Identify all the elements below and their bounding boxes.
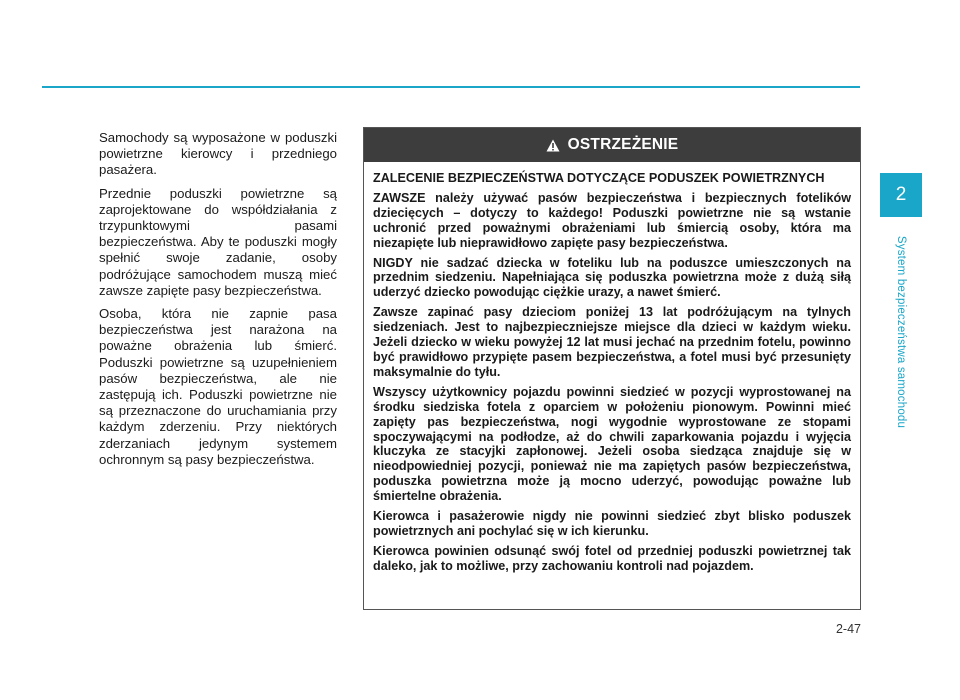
page-number: 2-47 <box>835 622 861 636</box>
warning-paragraph: Kierowca powinien odsunąć swój fotel od przedniej poduszki powietrznej tak daleko, jak to możliwe, przy zachowaniu kontroli nad pojazdem. <box>373 543 851 573</box>
warning-paragraph: Kierowca i pasażerowie nigdy nie powinni siedzieć zbyt blisko poduszek powietrznych ani pochylać się w ich kierunku. <box>373 509 851 538</box>
warning-paragraph: Wszyscy użytkownicy pojazdu powinni siedzieć w pozycji wyprostowanej na środku siedziska fotela z oparciem w położeniu pionowym. Powinni mieć zapięty pas bezpieczeństwa, nogi wygodnie wyprostowane ze stopami spoczywającymi na podłodze, aż do chwili zaparkowania pojazdu i wyjęcia kluczyka ze stacyjki zapłonowej. Jeżeli osoba siedząca znajduje się w nieodpowiedniej pozycji, ponieważ nie ma zapiętych pasów bezpieczeństwa, poduszka powietrzna może ją mocno uderzyć, powodując poważne lub śmiertelne obrażenia. <box>373 384 851 504</box>
intro-paragraph: Przednie poduszki powietrzne są zaprojektowane do współdziałania z trzypunktowymi pasami bezpieczeństwa. Aby te poduszki mogły spełnić swoje zadanie, osoby podróżujące samochodem muszą mieć zawsze zapięte pasy bezpieczeństwa. <box>99 185 337 298</box>
chapter-title-vertical: System bezpieczeństwa samochodu <box>895 235 907 429</box>
warning-box <box>363 127 861 610</box>
warning-heading: ZALECENIE BEZPIECZEŃSTWA DOTYCZĄCE PODUSZEK POWIETRZNYCH <box>373 171 825 185</box>
warning-header <box>364 128 860 162</box>
warning-paragraph: NIGDY nie sadzać dziecka w foteliku lub na poduszce umieszczonych na przednim siedzeniu. Napełniająca się poduszka powietrzna może z dużą siłą uderzyć dziecko powodując ciężkie urazy, a nawet śmierć. <box>373 255 851 300</box>
warning-paragraph: ZAWSZE należy używać pasów bezpieczeństwa i bezpiecznych fotelików dziecięcych – dotyczy to każdego! Poduszki powietrzne nie są wstanie uchronić przed poważnymi obrażeniami lub śmiercią osoby, która ma niezapięte lub nieprawidłowo zapięte pasy bezpieczeństwa. <box>373 190 851 250</box>
intro-paragraph: Osoba, która nie zapnie pasa bezpieczeństwa jest narażona na poważne obrażenia lub śmierć. Poduszki powietrzne są uzupełnieniem pasów bezpieczeństwa, ale nie zastępują ich. Poduszki powietrzne nie są przeznaczone do uruchamiania przy każdym zderzeniu. Przy niektórych zderzaniach jedynym systemem ochronnym są pasy bezpieczeństwa. <box>99 306 337 467</box>
top-rule <box>42 86 860 88</box>
intro-text-column <box>99 130 337 475</box>
intro-paragraph: Samochody są wyposażone w poduszki powietrzne kierowcy i przedniego pasażera. <box>99 130 337 178</box>
warning-body <box>364 162 860 574</box>
warning-title: OSTRZEŻENIE <box>567 136 679 153</box>
warning-triangle-icon <box>546 139 560 152</box>
warning-paragraph: Zawsze zapinać pasy dzieciom poniżej 13 lat podróżującym na tylnych siedzeniach. Jest to najbezpieczniejsze miejsce dla dzieci w każdym wieku. Jeżeli dziecko w wieku powyżej 12 lat musi jechać na przednim fotelu, powinno być prawidłowo przypięte pasem bezpieczeństwa, a fotel musi być przesunięty maksymalnie do tyłu. <box>373 305 851 379</box>
chapter-number-tab: 2 <box>880 173 922 217</box>
